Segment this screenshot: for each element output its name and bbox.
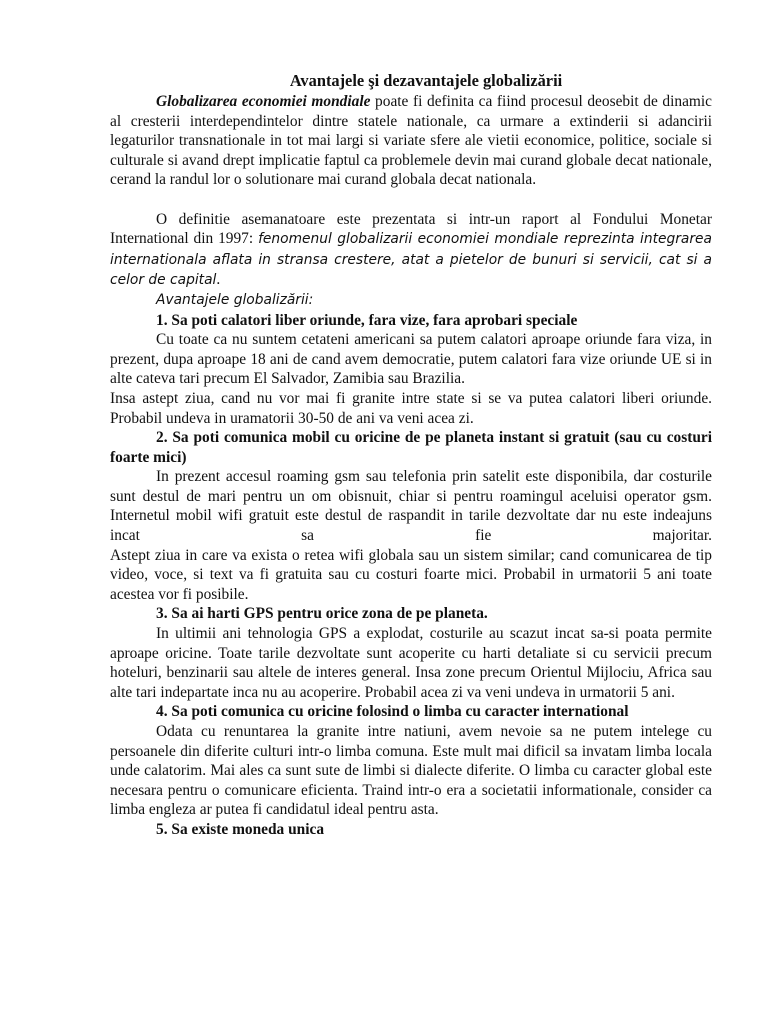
intro-paragraph [110, 92, 712, 190]
fmi-end: . [216, 271, 221, 289]
intro-term: Globalizarea economiei mondiale [156, 93, 371, 110]
section-5-heading: 5. Sa existe moneda unica [156, 820, 325, 838]
fmi-text: O definitie asemanatoare este prezentata si intr-un raport al Fondului Monetar International din 1997: [110, 210, 712, 248]
document-title: Avantajele şi dezavantajele globalizării [289, 71, 563, 90]
section-4-heading: 4. Sa poti comunica cu oricine folosind o limba cu caracter international [156, 703, 629, 721]
section-4-paragraph-1: Odata cu renuntarea la granite intre natiuni, avem nevoie sa ne putem intelege cu persoanele din diferite culturi intr-o limba comuna. Este mult mai dificil sa invatam limba locala unde calatorim. Mai ales ca sunt sute de limbi si dialecte diferite. O limba cu caracter global este necesara pentru o comunicare eficienta. Traind intr-o era a societatii informationale, consider ca limba engleza ar putea fi candidatul ideal pentru asta. [110, 723, 712, 819]
blank-line [110, 190, 712, 210]
document-page [110, 70, 712, 840]
section-1-paragraph-1: Cu toate ca nu suntem cetateni americani sa putem calatori aproape oriunde fara viza, in prezent, dupa aproape 18 ani de cand avem democratie, putem calatori fara vize oriunde UE si in alte cateva tari precum El Salvador, Zamibia sau Brazilia. [110, 331, 712, 388]
section-1-heading: 1. Sa poti calatori liber oriunde, fara vize, fara aprobari speciale [156, 311, 578, 329]
section-1-paragraph-2: Insa astept ziua, cand nu vor mai fi granite intre state si se va putea calatori liberi oriunde. Probabil undeva in uramatorii 30-50 de ani va veni acea zi. [110, 389, 712, 427]
intro-text: poate fi definita ca fiind procesul deosebit de dinamic al cresterii interdependintelor dintre statele nationale, ca urmare a extinderii si adancirii legaturilor transnationale in tot mai largi si variate sfere ale vietii economice, politice, sociale si culturale si avand drept implicatie faptul ca problemele devin mai curand globale decat nationale, cerand la randul lor o solutionare mai curand globala decat nationala. [110, 93, 712, 189]
fmi-paragraph [110, 210, 712, 291]
fmi-quote: fenomenul globalizarii economiei mondiale reprezinta integrarea internationala aflata in stransa crestere, atat a pietelor de bunuri si servicii, cat si a celor de capital [110, 231, 712, 289]
section-3-heading: 3. Sa ai harti GPS pentru orice zona de pe planeta. [156, 605, 488, 623]
advantages-label: Avantajele globalizării: [156, 291, 314, 308]
section-3-paragraph-1: In ultimii ani tehnologia GPS a explodat, costurile au scazut incat sa-si poata permite aproape oricine. Toate tarile dezvoltate sunt acoperite cu harti detaliate si cu servicii precum hoteluri, benzinarii sau altele de interes general. Insa zone precum Orientul Mijlociu, Africa sau alte tari indepartate inca nu au acoperire. Probabil acea zi va veni undeva in urmatorii 5 ani. [110, 625, 712, 701]
section-2-heading: 2. Sa poti comunica mobil cu oricine de pe planeta instant si gratuit (sau cu costuri foarte mici) [110, 429, 712, 466]
section-2-paragraph-1: In prezent accesul roaming gsm sau telefonia prin satelit este disponibila, dar costurile sunt destul de mari pentru un om obisnuit, chiar si pentru roamingul aceluisi operator gsm. Internetul mobil wifi gratuit este destul de raspandit in tarile dezvoltate dar nu este indeajuns incat sa fie majoritar. [110, 468, 712, 545]
section-2-paragraph-2: Astept ziua in care va exista o retea wifi globala sau un sistem similar; cand comunicarea de tip video, voce, si text va fi gratuita sau cu costuri foarte mici. Probabil in urmatorii 5 ani toate acestea vor fi posibile. [110, 546, 712, 603]
